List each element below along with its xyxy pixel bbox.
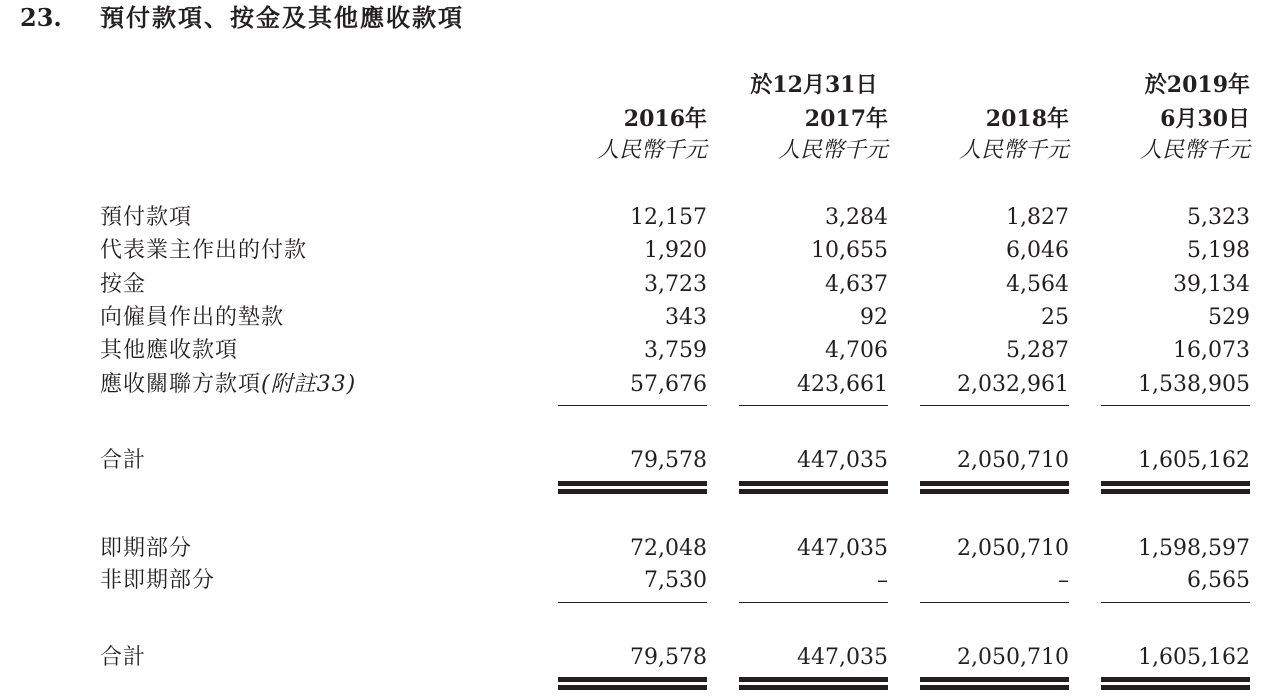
row-value: 12,157 [630,205,707,230]
row-label: 其他應收款項 [100,338,239,363]
split-value: 447,035 [797,536,888,561]
split-value: 7,530 [644,568,707,593]
total-double-rule [558,685,707,690]
row-label: 按金 [100,272,147,297]
total-label: 合計 [100,645,147,670]
total-double-rule [558,489,707,494]
row-value: 1,827 [1006,205,1069,230]
col1-header-currency: 人民幣千元 [596,138,707,163]
subtotal-rule [920,405,1069,406]
total-double-rule [1101,677,1250,682]
row-label: 預付款項 [100,205,193,230]
row-label [100,370,356,400]
subtotal-rule [739,405,888,406]
row-value: 10,655 [811,238,888,263]
total-value: 2,050,710 [957,645,1069,670]
row-value: 25 [1041,305,1069,330]
row-value: 5,323 [1187,205,1250,230]
total-value: 447,035 [797,645,888,670]
row-value: 4,564 [1006,272,1069,297]
subtotal-rule [558,602,707,603]
row-value: 57,676 [630,372,707,397]
total-double-rule [920,677,1069,682]
row-label: 代表業主作出的付款 [100,238,308,263]
group-header-label: 於12月31日 [750,72,878,98]
section-title: 預付款項、按金及其他應收款項 [100,3,464,32]
total-label: 合計 [100,448,147,473]
row-label-note: (附註33) [261,372,357,397]
row-value: 2,032,961 [957,372,1069,397]
total-double-rule [920,489,1069,494]
col1-header-year: 2016年 [623,106,707,132]
row-value: 1,920 [644,238,707,263]
total-value: 2,050,710 [957,448,1069,473]
subtotal-rule [1101,602,1250,603]
split-value: 6,565 [1187,568,1250,593]
total-value: 79,578 [630,645,707,670]
total-double-rule [739,677,888,682]
row-value: 16,073 [1173,338,1250,363]
split-label: 即期部分 [100,536,193,561]
total-double-rule [1101,489,1250,494]
col3-header-year: 2018年 [985,106,1069,132]
row-value: 39,134 [1173,272,1250,297]
col4-header-top: 於2019年 [1144,72,1250,98]
col2-header-year: 2017年 [804,106,888,132]
row-value: 3,284 [825,205,888,230]
total-double-rule [558,481,707,486]
total-double-rule [739,685,888,690]
row-value: 3,759 [644,338,707,363]
split-value: 72,048 [630,536,707,561]
row-value: 423,661 [797,372,888,397]
row-label: 向僱員作出的墊款 [100,305,285,330]
total-double-rule [739,481,888,486]
row-value: 5,198 [1187,238,1250,263]
split-value: – [1058,568,1069,593]
row-value: 3,723 [644,272,707,297]
subtotal-rule [739,602,888,603]
total-value: 1,605,162 [1138,448,1250,473]
total-double-rule [920,481,1069,486]
col3-header-currency: 人民幣千元 [958,138,1069,163]
total-double-rule [739,489,888,494]
col4-header-year: 6月30日 [1160,106,1250,132]
total-double-rule [558,677,707,682]
total-value: 447,035 [797,448,888,473]
total-double-rule [1101,685,1250,690]
row-value: 5,287 [1006,338,1069,363]
split-value: 1,598,597 [1138,536,1250,561]
row-value: 92 [860,305,888,330]
total-value: 1,605,162 [1138,645,1250,670]
row-value: 6,046 [1006,238,1069,263]
row-value: 4,637 [825,272,888,297]
subtotal-rule [1101,405,1250,406]
col2-header-currency: 人民幣千元 [777,138,888,163]
row-value: 529 [1208,305,1250,330]
row-value: 4,706 [825,338,888,363]
subtotal-rule [920,602,1069,603]
split-value: – [877,568,888,593]
col4-header-currency: 人民幣千元 [1139,138,1250,163]
split-label: 非即期部分 [100,568,216,593]
row-value: 1,538,905 [1138,372,1250,397]
row-value: 343 [665,305,707,330]
section-number: 23. [20,3,62,32]
subtotal-rule [558,405,707,406]
split-value: 2,050,710 [957,536,1069,561]
total-double-rule [920,685,1069,690]
total-value: 79,578 [630,448,707,473]
total-double-rule [1101,481,1250,486]
row-label-text: 應收關聯方款項 [100,372,262,397]
